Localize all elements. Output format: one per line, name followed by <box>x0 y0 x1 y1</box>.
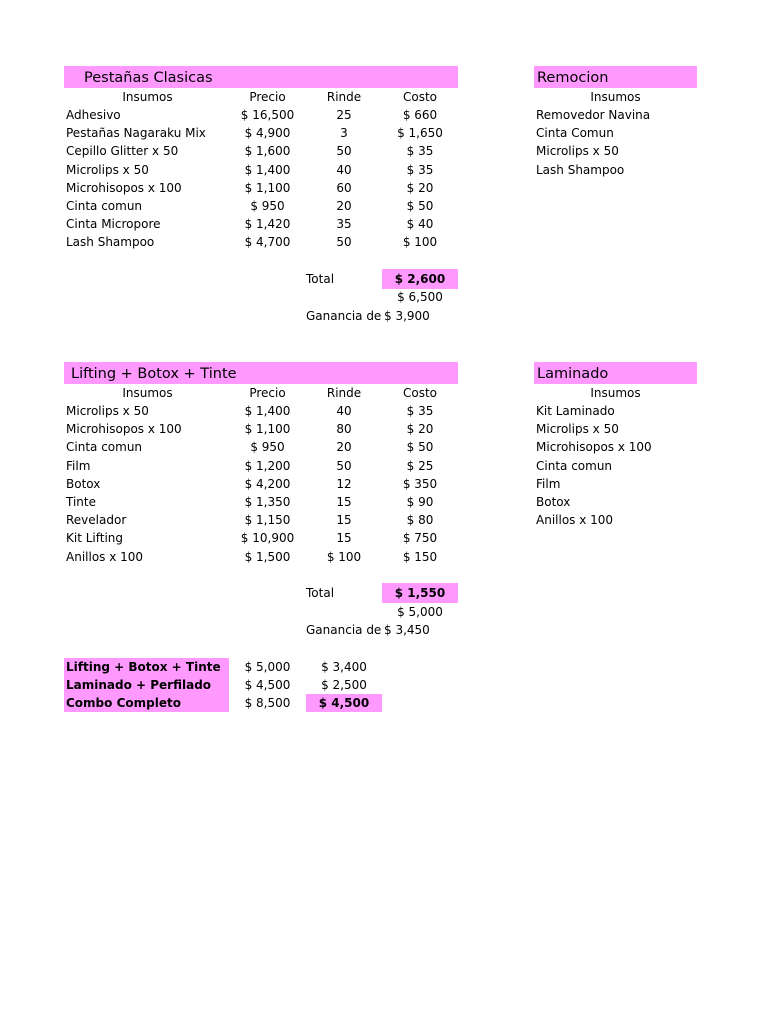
ganancia-value: $ 3,450 <box>384 622 430 637</box>
cell-costo: $ 40 <box>406 217 434 232</box>
cell-costo: $ 50 <box>406 199 434 213</box>
summary-label: Lifting + Botox + Tinte <box>64 658 229 676</box>
cell-costo: $ 25 <box>406 458 434 473</box>
cell-costo: $ 50 <box>406 440 434 455</box>
column-header-rinde: Rinde <box>326 90 362 104</box>
column-header-costo: Costo <box>402 90 438 104</box>
section-lifting-title: Lifting + Botox + Tinte <box>71 366 237 382</box>
cell-costo: $ 750 <box>402 531 438 546</box>
cell-costo: $ 90 <box>406 495 434 509</box>
cell-precio: $ 1,150 <box>244 513 291 528</box>
cell-precio: $ 1,400 <box>244 404 291 418</box>
cell-rinde: 15 <box>336 513 352 528</box>
list-item: Lash Shampoo <box>536 162 625 177</box>
total-label: Total <box>306 271 335 286</box>
column-header-precio: Precio <box>249 386 286 400</box>
summary-price: $ 5,000 <box>244 660 291 674</box>
cell-precio: $ 950 <box>250 199 285 213</box>
list-item: Cinta Comun <box>536 126 614 141</box>
cell-rinde: 80 <box>336 422 352 437</box>
cell-precio: $ 1,420 <box>244 217 291 232</box>
summary-label: Combo Completo <box>64 694 229 712</box>
column-header-insumos: Insumos <box>590 90 641 104</box>
cell-rinde: 3 <box>340 126 348 141</box>
cell-precio: $ 950 <box>250 440 285 455</box>
sale-price: $ 5,000 <box>397 604 443 619</box>
cell-rinde: 40 <box>336 162 352 177</box>
cell-insumo: Microhisopos x 100 <box>66 180 182 195</box>
cell-insumo: Film <box>66 458 91 473</box>
cell-precio: $ 1,200 <box>244 458 291 473</box>
cell-insumo: Cinta comun <box>66 440 143 455</box>
cell-rinde: 40 <box>336 404 352 418</box>
cell-costo: $ 20 <box>406 422 434 437</box>
cell-costo: $ 1,650 <box>397 126 443 141</box>
cell-precio: $ 1,350 <box>244 495 291 509</box>
cell-insumo: Revelador <box>66 513 127 528</box>
total-value: $ 1,550 <box>382 583 458 603</box>
cell-insumo: Microlips x 50 <box>66 162 149 177</box>
list-item: Botox <box>536 495 571 509</box>
column-header-insumo: Insumos <box>122 386 173 400</box>
section-lifting-title-band <box>64 362 458 384</box>
cell-costo: $ 350 <box>402 476 438 491</box>
cell-rinde: 35 <box>336 217 352 232</box>
cell-rinde: 25 <box>336 108 352 122</box>
cell-insumo: Tinte <box>66 495 96 509</box>
cell-costo: $ 35 <box>406 404 434 418</box>
list-item: Microlips x 50 <box>536 144 619 159</box>
column-header-precio: Precio <box>249 90 286 104</box>
cell-costo: $ 35 <box>406 162 434 177</box>
cell-insumo: Adhesivo <box>66 108 121 122</box>
cell-insumo: Kit Lifting <box>66 531 124 546</box>
summary-label: Laminado + Perfilado <box>64 676 229 694</box>
ganancia-value: $ 3,900 <box>384 308 430 323</box>
cell-insumo: Anillos x 100 <box>66 549 144 564</box>
column-header-insumos: Insumos <box>590 386 641 400</box>
cell-precio: $ 1,100 <box>244 422 291 437</box>
cell-rinde: 60 <box>336 180 352 195</box>
cell-rinde: $ 100 <box>326 549 362 564</box>
list-item: Film <box>536 476 561 491</box>
column-header-costo: Costo <box>402 386 438 400</box>
column-header-rinde: Rinde <box>326 386 362 400</box>
column-header-insumo: Insumos <box>122 90 173 104</box>
section-laminado-title: Laminado <box>537 366 609 382</box>
section-pestanas-title-band <box>64 66 458 88</box>
list-item: Removedor Navina <box>536 108 651 122</box>
summary-value: $ 3,400 <box>321 660 367 674</box>
cell-insumo: Cinta comun <box>66 199 143 213</box>
cell-rinde: 50 <box>336 458 352 473</box>
cell-insumo: Cepillo Glitter x 50 <box>66 144 179 159</box>
cell-precio: $ 1,400 <box>244 162 291 177</box>
cell-costo: $ 150 <box>402 549 438 564</box>
cell-costo: $ 80 <box>406 513 434 528</box>
cell-rinde: 12 <box>336 476 352 491</box>
list-item: Microlips x 50 <box>536 422 619 437</box>
cell-precio: $ 1,600 <box>244 144 291 159</box>
section-laminado-title-band <box>534 362 697 384</box>
cell-precio: $ 1,500 <box>244 549 291 564</box>
list-item: Anillos x 100 <box>536 513 614 528</box>
cell-insumo: Botox <box>66 476 101 491</box>
cell-precio: $ 4,900 <box>244 126 291 141</box>
total-label: Total <box>306 586 335 601</box>
cell-costo: $ 100 <box>402 235 438 250</box>
cell-precio: $ 4,700 <box>244 235 291 250</box>
cell-costo: $ 35 <box>406 144 434 159</box>
cell-insumo: Microlips x 50 <box>66 404 149 418</box>
summary-price: $ 8,500 <box>244 696 291 711</box>
ganancia-label: Ganancia de <box>306 622 382 637</box>
cell-insumo: Pestañas Nagaraku Mix <box>66 126 206 141</box>
list-item: Cinta comun <box>536 458 613 473</box>
summary-value: $ 4,500 <box>306 694 382 712</box>
total-value: $ 2,600 <box>382 269 458 289</box>
section-remocion-title-band <box>534 66 697 88</box>
cell-precio: $ 4,200 <box>244 476 291 491</box>
cell-rinde: 50 <box>336 235 352 250</box>
cell-precio: $ 1,100 <box>244 180 291 195</box>
cell-insumo: Lash Shampoo <box>66 235 155 250</box>
ganancia-label: Ganancia de <box>306 308 382 323</box>
cell-rinde: 15 <box>336 531 352 546</box>
summary-price: $ 4,500 <box>244 678 291 693</box>
section-pestanas-title: Pestañas Clasicas <box>84 70 213 86</box>
cell-costo: $ 20 <box>406 180 434 195</box>
cell-rinde: 15 <box>336 495 352 509</box>
cell-rinde: 20 <box>336 440 352 455</box>
sale-price: $ 6,500 <box>397 290 443 305</box>
cell-insumo: Microhisopos x 100 <box>66 422 182 437</box>
cell-rinde: 50 <box>336 144 352 159</box>
cell-insumo: Cinta Micropore <box>66 217 161 232</box>
cell-precio: $ 16,500 <box>240 108 295 122</box>
list-item: Microhisopos x 100 <box>536 440 652 455</box>
cell-rinde: 20 <box>336 199 352 213</box>
summary-value: $ 2,500 <box>321 678 367 693</box>
cell-costo: $ 660 <box>402 108 438 122</box>
cell-precio: $ 10,900 <box>240 531 295 546</box>
section-remocion-title: Remocion <box>537 70 609 86</box>
list-item: Kit Laminado <box>536 404 615 418</box>
